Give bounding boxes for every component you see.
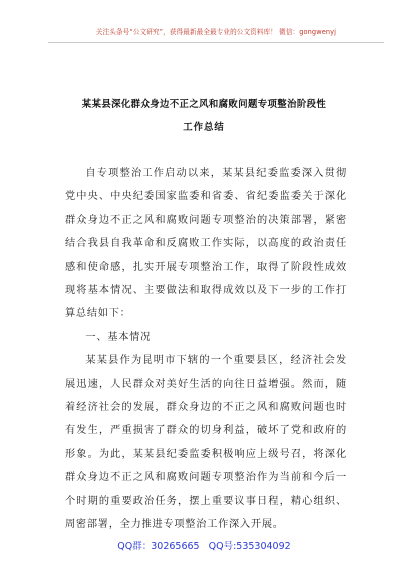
header-divider	[48, 42, 384, 43]
document-title: 某某县深化群众身边不正之风和腐败问题专项整治阶段性	[81, 99, 327, 110]
document-title-line2: 工作总结	[183, 122, 225, 133]
footer-contact: QQ群：30265665 QQ号:535304092	[117, 541, 291, 552]
intro-paragraph: 自专项整治工作启动以来，某某县纪委监委深入贯彻党中央、中央纪委国家监委和省委、省纪委监委关于深化群众身边不正之风和腐败问题专项整治的决策部署，紧密结合我县自我革命和反腐败工作实际，以高度的政治责任感和使命感，扎实开展专项整治工作，取得了阶段性成效现将基本情况、主要做法和取得成效以及下一步的工作打算总结如下：	[65, 168, 347, 320]
basic-situation-paragraph: 某某县作为昆明市下辖的一个重要县区，经济社会发展迅速，人民群众对美好生活的向往日益增强。然而，随着经济社会的发展，群众身边的不正之风和腐败问题也时有发生，严重损害了群众的切身利益，破坏了党和政府的形象。为此，某某县纪委监委积极响应上级号召，将深化群众身边不正之风和腐败问题专项整治作为当前和今后一个时期的重要政治任务，摆上重要议事日程，精心组织、周密部署，全力推进专项整治工作深入开展。	[65, 355, 347, 531]
header-banner: 关注头条号“公文研究”，获得最新最全最专业的公文资料库！ 微信：gongwenyj	[95, 28, 337, 36]
section-heading-basic-situation: 一、基本情况	[85, 331, 152, 343]
document-body	[65, 162, 347, 537]
